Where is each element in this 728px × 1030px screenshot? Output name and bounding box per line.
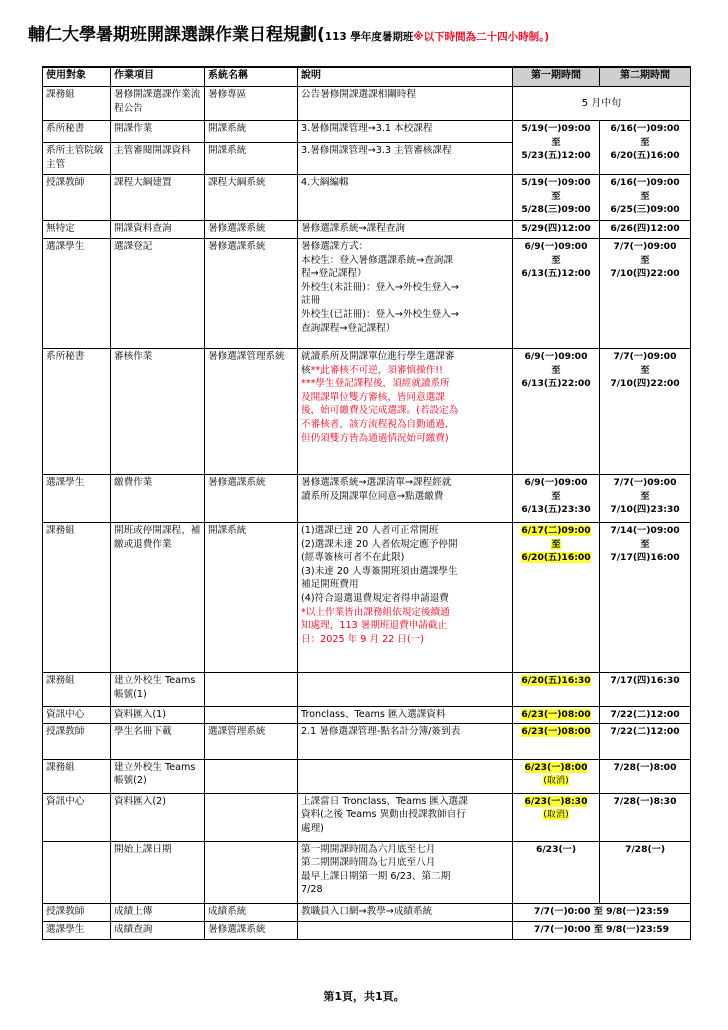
cell-target: 選課學生 bbox=[43, 921, 111, 939]
table-row bbox=[43, 175, 691, 221]
cell-system bbox=[205, 673, 298, 707]
cell-item: 開始上課日期 bbox=[111, 841, 205, 903]
cell-target: 資訊中心 bbox=[43, 793, 111, 841]
cell-description: 3.暑修開課管理→3.3 主管審核課程 bbox=[298, 143, 513, 175]
header-period-2: 第二期時間 bbox=[600, 67, 691, 87]
cell-target: 課務組 bbox=[43, 87, 111, 121]
cell-system bbox=[205, 793, 298, 841]
cell-item: 暑修開課選課作業流程公告 bbox=[111, 87, 205, 121]
cell-time-merged: 7/7(一)0:00 至 9/8(一)23:59 bbox=[513, 903, 691, 921]
table-row bbox=[43, 903, 691, 921]
cell-target: 選課學生 bbox=[43, 239, 111, 349]
table-row bbox=[43, 87, 691, 121]
cell-time-merged: 7/7(一)0:00 至 9/8(一)23:59 bbox=[513, 921, 691, 939]
cell-time-period-2: 7/7(一)09:00 至 7/10(四)22:00 bbox=[600, 349, 691, 475]
cell-description bbox=[298, 759, 513, 793]
cell-description: 暑修選課系統→選課清單→課程經就 讀系所及開課單位同意→點選繳費 bbox=[298, 475, 513, 523]
cell-item: 開班或停開課程、補繳或退費作業 bbox=[111, 523, 205, 673]
cell-time-period-1: 6/23(一) bbox=[513, 841, 600, 903]
cell-item: 資料匯入(2) bbox=[111, 793, 205, 841]
title-note: ※以下時間為二十四小時制。) bbox=[413, 31, 550, 43]
title-subtitle: 113 學年度暑期班 bbox=[324, 31, 414, 43]
page-footer: 第1頁，共1頁。 bbox=[323, 990, 405, 1003]
cell-target: 課務組 bbox=[43, 673, 111, 707]
cell-time-period-1: 6/23(一)08:00 bbox=[513, 723, 600, 759]
cell-description: 暑修選課系統→課程查詢 bbox=[298, 221, 513, 239]
cell-time-period-2: 7/28(一)8:30 bbox=[600, 793, 691, 841]
header-row bbox=[43, 67, 691, 87]
cell-time-period-2: 7/17(四)16:30 bbox=[600, 673, 691, 707]
cell-time-period-2: 6/16(一)09:00 至 6/20(五)16:00 bbox=[600, 121, 691, 175]
table-row bbox=[43, 707, 691, 724]
cell-time-period-1: 6/23(一)8:30 (取消) bbox=[513, 793, 600, 841]
cell-description: 3.暑修開課管理→3.1 本校課程 bbox=[298, 121, 513, 143]
cell-system: 暑修選課系統 bbox=[205, 221, 298, 239]
cell-target: 資訊中心 bbox=[43, 707, 111, 724]
cell-time-period-2: 6/16(一)09:00 至 6/25(三)09:00 bbox=[600, 175, 691, 221]
table-row bbox=[43, 349, 691, 475]
cell-time-period-1: 6/23(一)8:00 (取消) bbox=[513, 759, 600, 793]
cell-system: 暑修選課系統 bbox=[205, 475, 298, 523]
title-paren: ( bbox=[317, 25, 325, 45]
cell-item: 資料匯入(1) bbox=[111, 707, 205, 724]
schedule-table bbox=[42, 66, 691, 940]
table-row bbox=[43, 841, 691, 903]
cell-target: 課務組 bbox=[43, 523, 111, 673]
cell-time-period-1: 6/17(二)09:00 至 6/20(五)16:00 bbox=[513, 523, 600, 673]
cell-time-period-2: 7/22(二)12:00 bbox=[600, 707, 691, 724]
cell-system: 選課管理系統 bbox=[205, 723, 298, 759]
cell-time-merged: 5 月中旬 bbox=[513, 87, 691, 121]
cell-time-period-2: 7/28(一)8:00 bbox=[600, 759, 691, 793]
cell-description: 教職員入口網→教學→成績系統 bbox=[298, 903, 513, 921]
cell-time-period-2: 7/22(二)12:00 bbox=[600, 723, 691, 759]
cell-item: 課程大綱建置 bbox=[111, 175, 205, 221]
table-row bbox=[43, 221, 691, 239]
cell-item: 建立外校生 Teams 帳號(2) bbox=[111, 759, 205, 793]
title-main: 輔仁大學暑期班開課選課作業日程規劃 bbox=[28, 25, 317, 45]
header-system: 系統名稱 bbox=[205, 67, 298, 87]
cell-item: 主管審閱開課資料 bbox=[111, 143, 205, 175]
cell-time-period-1: 6/9(一)09:00 至 6/13(五)22:00 bbox=[513, 349, 600, 475]
cell-time-period-1: 6/9(一)09:00 至 6/13(五)23:30 bbox=[513, 475, 600, 523]
table-row bbox=[43, 523, 691, 673]
cell-description: 上課當日 Tronclass、Teams 匯入選課 資料(之後 Teams 異動由授課教師自行 處理) bbox=[298, 793, 513, 841]
cell-item: 繳費作業 bbox=[111, 475, 205, 523]
cell-item: 選課登記 bbox=[111, 239, 205, 349]
cell-target: 授課教師 bbox=[43, 723, 111, 759]
cell-system: 成績系統 bbox=[205, 903, 298, 921]
table-row bbox=[43, 673, 691, 707]
cell-system: 暑修專區 bbox=[205, 87, 298, 121]
cell-item: 學生名冊下載 bbox=[111, 723, 205, 759]
cell-item: 成績上傳 bbox=[111, 903, 205, 921]
header-target: 使用對象 bbox=[43, 67, 111, 87]
cell-item: 開課作業 bbox=[111, 121, 205, 143]
cell-description: 就讀系所及開課單位進行學生選課審 核**此審核不可逆，須審慎操作!! ***學生登記課程後，須經就讀系所 及開課單位雙方審核，皆同意選課 後，始可繳費及完成選課。(若設定為 不審核者，該方流程視為自動通過， 但仍須雙方皆為通過情況始可繳費) bbox=[298, 349, 513, 475]
cell-system: 開課系統 bbox=[205, 523, 298, 673]
table-row bbox=[43, 793, 691, 841]
table-row bbox=[43, 475, 691, 523]
cell-target bbox=[43, 841, 111, 903]
cell-system bbox=[205, 707, 298, 724]
cell-time-period-1: 5/19(一)09:00 至 5/23(五)12:00 bbox=[513, 121, 600, 175]
cell-target: 無特定 bbox=[43, 221, 111, 239]
table-row bbox=[43, 921, 691, 939]
cell-description: 第一期開課時間為六月底至七月 第二期開課時間為七月底至八月 最早上課日期第一期 6/23、第二期 7/28 bbox=[298, 841, 513, 903]
header-period-1: 第一期時間 bbox=[513, 67, 600, 87]
cell-system: 暑修選課系統 bbox=[205, 239, 298, 349]
cell-time-period-2: 7/7(一)09:00 至 7/10(四)23:30 bbox=[600, 475, 691, 523]
cell-description: 暑修選課方式： 本校生：登入暑修選課系統→查詢課 程→登記課程） 外校生(未註冊)：登入→外校生登入→ 註冊 外校生(已註冊)：登入→外校生登入→ 查詢課程→登記課程） bbox=[298, 239, 513, 349]
cell-time-period-2: 7/14(一)09:00 至 7/17(四)16:00 bbox=[600, 523, 691, 673]
cell-item: 開課資料查詢 bbox=[111, 221, 205, 239]
cell-time-period-1: 6/20(五)16:30 bbox=[513, 673, 600, 707]
table-row bbox=[43, 121, 691, 143]
cell-target: 授課教師 bbox=[43, 175, 111, 221]
cell-target: 系所秘書 bbox=[43, 349, 111, 475]
cell-system: 開課系統 bbox=[205, 121, 298, 143]
cell-system: 暑修選課系統 bbox=[205, 921, 298, 939]
cell-time-period-1: 5/19(一)09:00 至 5/28(三)09:00 bbox=[513, 175, 600, 221]
table-row bbox=[43, 723, 691, 759]
cell-system: 開課系統 bbox=[205, 143, 298, 175]
cell-target: 課務組 bbox=[43, 759, 111, 793]
cell-time-period-2: 7/7(一)09:00 至 7/10(四)22:00 bbox=[600, 239, 691, 349]
cell-item: 建立外校生 Teams 帳號(1) bbox=[111, 673, 205, 707]
cell-description: Tronclass、Teams 匯入選課資料 bbox=[298, 707, 513, 724]
cell-time-period-2: 7/28(一) bbox=[600, 841, 691, 903]
cell-time-period-1: 5/29(四)12:00 bbox=[513, 221, 600, 239]
cell-system bbox=[205, 759, 298, 793]
cell-target: 選課學生 bbox=[43, 475, 111, 523]
cell-item: 審核作業 bbox=[111, 349, 205, 475]
cell-description bbox=[298, 673, 513, 707]
header-description: 說明 bbox=[298, 67, 513, 87]
cell-target: 系所秘書 bbox=[43, 121, 111, 143]
document-title bbox=[28, 20, 549, 45]
header-item: 作業項目 bbox=[111, 67, 205, 87]
table-row bbox=[43, 759, 691, 793]
cell-time-period-1: 6/23(一)08:00 bbox=[513, 707, 600, 724]
cell-description bbox=[298, 921, 513, 939]
table-row bbox=[43, 239, 691, 349]
cell-target: 授課教師 bbox=[43, 903, 111, 921]
cell-system: 課程大綱系統 bbox=[205, 175, 298, 221]
cell-description: 公告暑修開課選課相關時程 bbox=[298, 87, 513, 121]
cell-system bbox=[205, 841, 298, 903]
cell-time-period-1: 6/9(一)09:00 至 6/13(五)12:00 bbox=[513, 239, 600, 349]
cell-description: 4.大綱編輯 bbox=[298, 175, 513, 221]
cell-item: 成績查詢 bbox=[111, 921, 205, 939]
cell-description: (1)選課已達 20 人者可正常開班 (2)選課未達 20 人者依規定應予停開 (經專簽核可者不在此限) (3)未達 20 人專簽開班須由選課學生 補足開班費用 (4)符合退選退費規定者得申請退費 *以上作業皆由課務組依規定後續通 知處理，113 暑期班退費申請截止 日：2025 年 9 月 22 日(一) bbox=[298, 523, 513, 673]
cell-time-period-2: 6/26(四)12:00 bbox=[600, 221, 691, 239]
cell-description: 2.1 暑修選課管理-點名計分簿/簽到表 bbox=[298, 723, 513, 759]
cell-target: 系所主管院級主管 bbox=[43, 143, 111, 175]
cell-system: 暑修選課管理系統 bbox=[205, 349, 298, 475]
